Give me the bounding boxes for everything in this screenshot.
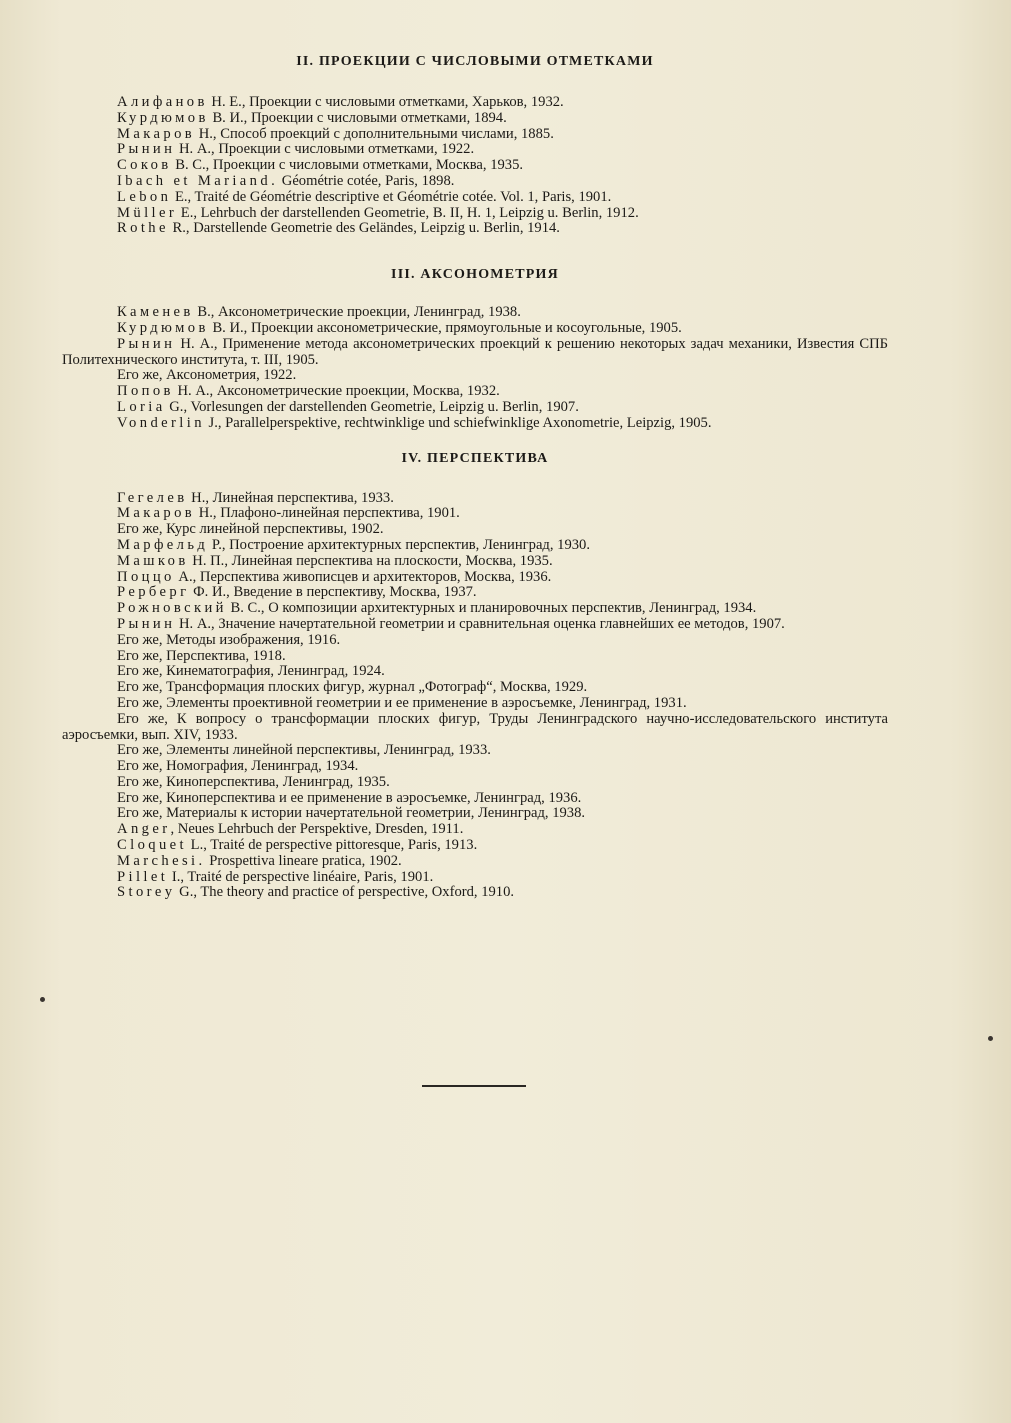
bibliography-entry	[62, 491, 888, 507]
bibliography-entry	[62, 305, 888, 321]
entry-details: Prospettiva lineare pratica, 1902.	[205, 852, 402, 869]
scan-speck	[40, 997, 45, 1002]
bibliography-entry	[62, 221, 888, 237]
entry-details: Его же, Элементы линейной перспективы, Ленинград, 1933.	[117, 742, 491, 759]
bibliography-entry	[62, 838, 888, 854]
entry-author: Ibach et Mariand.	[117, 172, 279, 189]
entry-author: Макаров	[117, 505, 196, 522]
entry-details: Н. Е., Проекции с числовыми отметками, Харьков, 1932.	[207, 94, 564, 110]
entry-author: Соков	[117, 157, 172, 174]
entry-details: Его же, Номография, Ленинград, 1934.	[117, 758, 359, 775]
entry-author: Марфельд	[117, 536, 209, 553]
entry-details: Géométrie cotée, Paris, 1898.	[278, 172, 455, 189]
bibliography-entry	[62, 617, 888, 633]
bibliography-entry	[62, 680, 888, 696]
entry-author: Гегелев	[117, 489, 188, 506]
entry-author: Cloquet	[117, 837, 188, 854]
bibliography-entry	[62, 712, 888, 744]
entry-details: Н. А., Аксонометрические проекции, Москва, 1932.	[173, 383, 500, 400]
entry-details: Н. А., Значение начертательной геометрии и сравнительная оценка главнейших ее методов, 1907.	[175, 615, 785, 632]
entry-details: В. И., Проекции аксонометрические, прямоугольные и косоугольные, 1905.	[208, 319, 682, 336]
bibliography-entry	[62, 127, 888, 143]
bibliography-entry	[62, 321, 888, 337]
bibliography-entry	[62, 554, 888, 570]
bibliography-entry	[62, 791, 888, 807]
bibliography-entry	[62, 111, 888, 127]
entry-author: Rothe	[117, 220, 169, 237]
bibliography-entry	[62, 384, 888, 400]
bibliography-entry	[62, 174, 888, 190]
entry-author: Pillet	[117, 868, 169, 885]
bibliography-entry	[62, 649, 888, 665]
bibliography-entry	[62, 158, 888, 174]
bibliography-entry	[62, 696, 888, 712]
bibliography-entry	[62, 743, 888, 759]
section-title: III. АКСОНОМЕТРИЯ	[391, 267, 559, 283]
entry-details: G., Vorlesungen der darstellenden Geometrie, Leipzig u. Berlin, 1907.	[165, 398, 579, 415]
entry-author: Алифанов	[117, 94, 208, 110]
entry-details: L., Traité de perspective pittoresque, Paris, 1913.	[187, 837, 478, 854]
entry-author: Marchesi.	[117, 852, 206, 869]
bibliography-entry	[62, 885, 888, 901]
entry-author: Рынин	[117, 141, 176, 158]
entry-details: G., The theory and practice of perspective, Oxford, 1910.	[175, 884, 515, 901]
bibliography-entry	[62, 400, 888, 416]
entry-author: Поццо	[117, 568, 175, 585]
entry-author: Курдюмов	[117, 319, 209, 336]
end-rule	[422, 1085, 526, 1087]
entry-details: Н., Плафоно-линейная перспектива, 1901.	[195, 505, 460, 522]
bibliography-entry	[62, 506, 888, 522]
entry-details: Его же, Аксонометрия, 1922.	[117, 367, 297, 384]
entry-details: Его же, Киноперспектива, Ленинград, 1935.	[117, 773, 390, 790]
entry-details: Н., Линейная перспектива, 1933.	[187, 489, 394, 506]
bibliography-entry	[62, 416, 888, 432]
entry-details: Р., Построение архитектурных перспектив, Ленинград, 1930.	[208, 536, 590, 553]
entry-author: Рынин	[117, 335, 176, 352]
entry-details: В. И., Проекции с числовыми отметками, 1894.	[208, 109, 507, 126]
entry-author: Anger	[117, 821, 171, 838]
entry-details: Его же, Методы изображения, 1916.	[117, 631, 341, 648]
entry-author: Storey	[117, 884, 176, 901]
bibliography-entry	[62, 142, 888, 158]
entry-author: Vonderlin	[117, 414, 205, 431]
entry-author: Курдюмов	[117, 109, 209, 126]
entry-details: E., Traité de Géométrie descriptive et Géométrie cotée. Vol. 1, Paris, 1901.	[171, 188, 612, 205]
bibliography-entry	[62, 870, 888, 886]
section-title: IV. ПЕРСПЕКТИВА	[401, 450, 549, 466]
entry-details: Его же, Киноперспектива и ее применение в аэросъемке, Ленинград, 1936.	[117, 789, 582, 806]
entry-details: Его же, Курс линейной перспективы, 1902.	[117, 521, 384, 538]
entry-author: Loria	[117, 398, 166, 415]
bibliography-entry	[62, 190, 888, 206]
entry-details: Его же, Трансформация плоских фигур, журнал „Фотограф“, Москва, 1929.	[117, 679, 588, 696]
entry-details: Его же, Кинематография, Ленинград, 1924.	[117, 663, 385, 680]
entry-details: Н. А., Применение метода аксонометрических проекций к решению некоторых задач механики, Известия СПБ Политехнического института, т. III, 1905.	[62, 335, 888, 368]
scan-speck	[988, 1036, 993, 1041]
bibliography-entry	[62, 759, 888, 775]
entry-details: В. С., Проекции с числовыми отметками, Москва, 1935.	[171, 157, 524, 174]
entry-author: Рерберг	[117, 584, 190, 601]
entry-details: J., Parallelperspektive, rechtwinklige und schiefwinklige Axonometrie, Leipzig, 1905.	[204, 414, 712, 431]
bibliography-entry	[62, 601, 888, 617]
entry-author: Müller	[117, 204, 178, 221]
section-perspective	[62, 451, 888, 902]
entry-author: Макаров	[117, 125, 196, 142]
entry-author: Lebon	[117, 188, 172, 205]
section-title: II. ПРОЕКЦИИ С ЧИСЛОВЫМИ ОТМЕТКАМИ	[296, 54, 654, 69]
bibliography-entry	[62, 585, 888, 601]
entry-details: Н. А., Проекции с числовыми отметками, 1922.	[175, 141, 475, 158]
entry-details: Его же, Перспектива, 1918.	[117, 647, 286, 664]
entry-list	[62, 95, 888, 237]
entry-details: Н. П., Линейная перспектива на плоскости, Москва, 1935.	[188, 552, 553, 569]
bibliography-entry	[62, 775, 888, 791]
entry-author: Машков	[117, 552, 189, 569]
bibliography-entry	[62, 633, 888, 649]
bibliography-entry	[62, 664, 888, 680]
entry-details: Н., Способ проекций с дополнительными числами, 1885.	[195, 125, 554, 142]
bibliography-entry	[62, 522, 888, 538]
entry-details: Его же, Материалы к истории начертательной геометрии, Ленинград, 1938.	[117, 805, 586, 822]
entry-details: В. С., О композиции архитектурных и планировочных перспектив, Ленинград, 1934.	[226, 600, 757, 617]
entry-list	[62, 305, 888, 431]
entry-details: , Neues Lehrbuch der Perspektive, Dresden, 1911.	[170, 821, 464, 838]
entry-author: Каменев	[117, 304, 194, 321]
bibliography-entry	[62, 822, 888, 838]
entry-details: В., Аксонометрические проекции, Ленинград, 1938.	[193, 304, 521, 321]
entry-author: Попов	[117, 383, 174, 400]
entry-details: E., Lehrbuch der darstellenden Geometrie, B. II, H. 1, Leipzig u. Berlin, 1912.	[177, 204, 639, 221]
bibliography-entry	[62, 206, 888, 222]
bibliography-entry	[62, 95, 888, 111]
entry-details: Его же, К вопросу о трансформации плоских фигур, Труды Ленинградского научно-исследовательского института аэросъемки, вып. XIV, 1933.	[62, 710, 888, 743]
bibliography-entry	[62, 806, 888, 822]
bibliography-entry	[62, 368, 888, 384]
bibliography-entry	[62, 538, 888, 554]
bibliography-entry	[62, 570, 888, 586]
section-axonometry	[62, 267, 888, 431]
bibliography	[62, 54, 888, 901]
entry-author: Рожновский	[117, 600, 227, 617]
bibliography-entry	[62, 337, 888, 369]
entry-list	[62, 491, 888, 902]
entry-author: Рынин	[117, 615, 176, 632]
entry-details: I., Traité de perspective linéaire, Paris, 1901.	[168, 868, 434, 885]
bibliography-entry	[62, 854, 888, 870]
entry-details: Ф. И., Введение в перспективу, Москва, 1937.	[189, 584, 477, 601]
entry-details: Его же, Элементы проективной геометрии и ее применение в аэросъемке, Ленинград, 1931.	[117, 694, 687, 711]
entry-details: R., Darstellende Geometrie des Geländes, Leipzig u. Berlin, 1914.	[168, 220, 560, 237]
section-numeric-projections	[62, 54, 888, 237]
entry-details: А., Перспектива живописцев и архитекторов, Москва, 1936.	[174, 568, 552, 585]
